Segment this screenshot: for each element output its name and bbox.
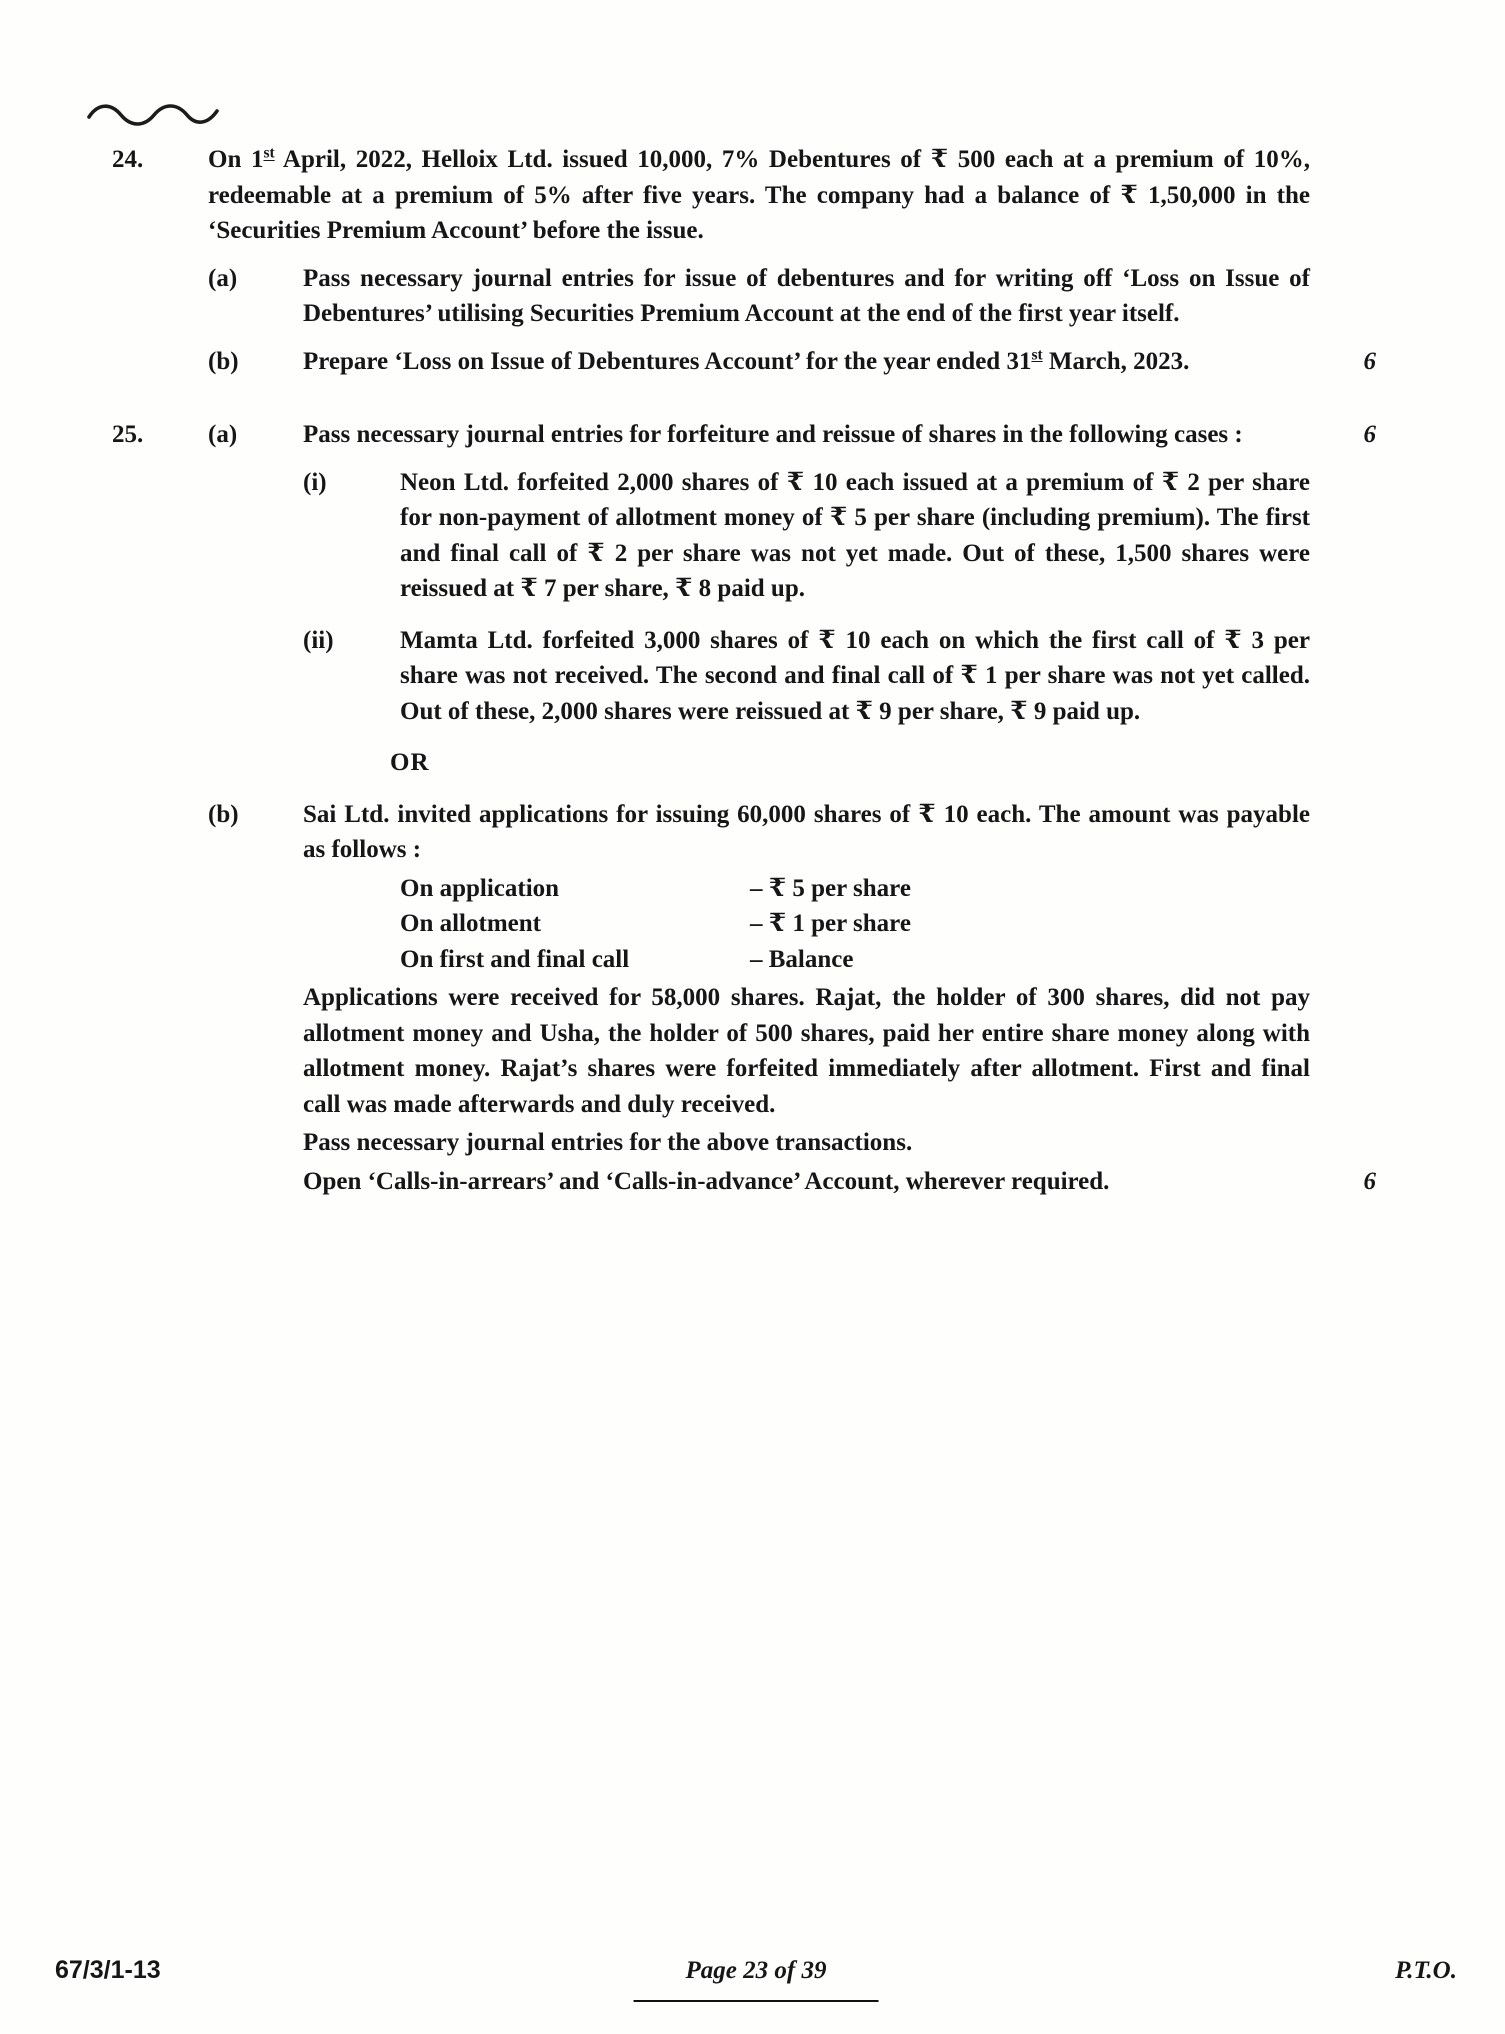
question-24b-text [303,344,1310,380]
question-25a-text: Pass necessary journal entries for forfeiture and reissue of shares in the following cases : [303,421,1243,448]
or-separator: OR [390,749,430,776]
schedule-row-first-final-call [400,942,1310,978]
part-label-spacer [208,465,303,730]
intro-text-post: April, 2022, Helloix Ltd. issued 10,000, 7% Debentures of ₹ 500 each at a premium of 10%, redeemable at a premium of 5% after five years. The company had a balance of ₹ 1,50,000 in the ‘Securities Premium Account’ before the issue. [208,146,1310,244]
question-25b-row [208,797,1390,1200]
question-25-number: 25. [112,421,144,448]
part-text-post: March, 2023. [1042,347,1190,375]
question-25-body [208,417,1390,1199]
pto-label: P.T.O. [1395,1956,1457,1984]
part-label-a: (a) [208,421,238,448]
schedule-amount: – ₹ 5 per share [750,874,911,902]
paper-code: 67/3/1-13 [55,1955,161,1984]
question-25b-text [303,797,1310,1200]
question-24-body [208,142,1390,379]
question-25b-para1: Applications were received for 58,000 shares. Rajat, the holder of 300 shares, did not pay allotment money and Usha, the holder of 500 shares, paid her entire share money along with allotment money. Rajat’s shares were forfeited immediately after allotment. First and final call was made afterwards and duly received. [303,984,1310,1118]
schedule-item: On first and final call [400,945,630,973]
schedule-item: On application [400,874,560,902]
question-25b-para2: Pass necessary journal entries for the above transactions. [303,1129,913,1156]
schedule-amount: – ₹ 1 per share [750,910,911,937]
schedule-item: On allotment [400,910,541,937]
marks-24b: 6 [1363,347,1376,375]
marks-25a: 6 [1363,421,1376,448]
subitem-ii [303,623,1310,730]
question-25a-row [208,417,1390,453]
payment-schedule [400,871,1310,978]
part-label-b: (b) [208,800,239,828]
part-text-pre: Prepare ‘Loss on Issue of Debentures Account’ for the year ended 31 [303,347,1032,375]
ordinal-superscript: st [1031,346,1043,364]
page-footer [55,1953,1457,1989]
schedule-row-allotment [400,906,1310,942]
question-24-number: 24. [112,146,144,173]
question-24b-row [208,344,1390,380]
question-24-intro [208,142,1310,249]
question-25 [112,417,1390,1199]
subitem-ii-text: Mamta Ltd. forfeited 3,000 shares of ₹ 10 each on which the first call of ₹ 3 per share was not received. The second and final call of ₹ 1 per share was not yet called. Out of these, 2,000 shares were reissued at ₹ 9 per share, ₹ 9 paid up. [400,626,1310,725]
subitem-ii-label: (ii) [303,626,334,654]
ordinal-superscript: st [263,144,275,162]
subitem-i [303,465,1310,607]
question-25b-intro: Sai Ltd. invited applications for issuing 60,000 shares of ₹ 10 each. The amount was payable as follows : [303,800,1310,863]
question-25a-subitems-row [208,465,1390,730]
page-number: Page 23 of 39 [634,1953,879,2003]
part-label-a: (a) [208,264,238,292]
subitem-i-text: Neon Ltd. forfeited 2,000 shares of ₹ 10 each issued at a premium of ₹ 2 per share for non-payment of allotment money of ₹ 5 per share (including premium). The first and final call of ₹ 2 per share was not yet made. Out of these, 1,500 shares were reissued at ₹ 7 per share, ₹ 8 paid up. [400,468,1310,602]
question-24 [112,142,1390,379]
marks-25b: 6 [1363,1167,1376,1195]
part-label-b: (b) [208,347,239,375]
intro-text-pre: On 1 [208,146,264,173]
question-24a-row [208,261,1390,332]
question-25a-subitems [303,465,1310,730]
page-content [112,96,1390,1199]
question-24-intro-row [208,142,1390,249]
subitem-i-label: (i) [303,468,327,496]
question-25b-para3: Open ‘Calls-in-arrears’ and ‘Calls-in-advance’ Account, wherever required. [303,1167,1110,1195]
question-24a-text: Pass necessary journal entries for issue of debentures and for writing off ‘Loss on Issue of Debentures’ utilising Securities Premium Account at the end of the first year itself. [303,264,1310,327]
schedule-amount: – Balance [750,945,854,973]
schedule-row-application [400,871,1310,907]
